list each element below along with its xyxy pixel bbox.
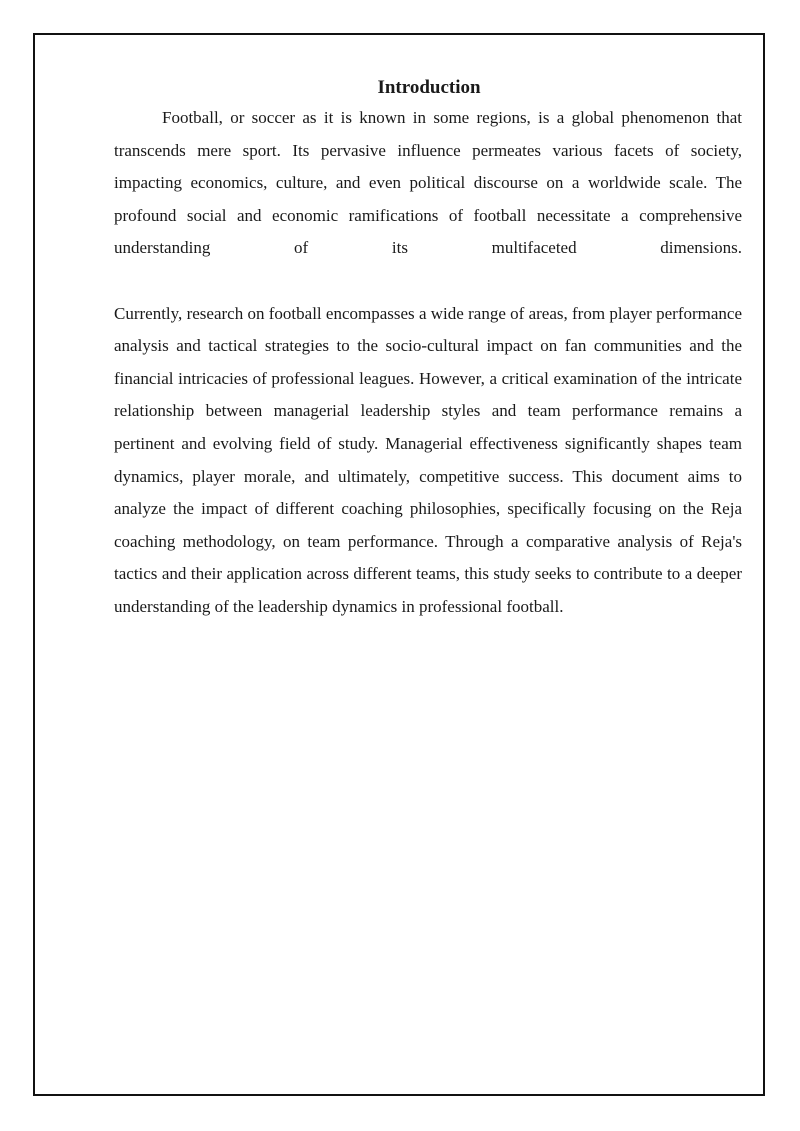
paragraph-spacer <box>114 265 742 298</box>
document-body <box>114 74 742 624</box>
paragraph-intro: Football, or soccer as it is known in some regions, is a global phenomenon that transcends mere sport. Its pervasive influence permeates various facets of society, impacting economics, culture, and even political discourse on a worldwide scale. The profound social and economic ramifications of football necessitate a comprehensive understanding of its multifaceted dimensions. <box>114 108 742 258</box>
page-title: Introduction <box>377 77 481 98</box>
paragraph-research: Currently, research on football encompasses a wide range of areas, from player performance analysis and tactical strategies to the socio-cultural impact on fan communities and the financial intricacies of professional leagues. However, a critical examination of the intricate relationship between managerial leadership styles and team performance remains a pertinent and evolving field of study. Managerial effectiveness significantly shapes team dynamics, player morale, and ultimately, competitive success. This document aims to analyze the impact of different coaching philosophies, specifically focusing on the Reja coaching methodology, on team performance. Through a comparative analysis of Reja's tactics and their application across different teams, this study seeks to contribute to a deeper understanding of the leadership dynamics in professional football. <box>114 303 742 616</box>
